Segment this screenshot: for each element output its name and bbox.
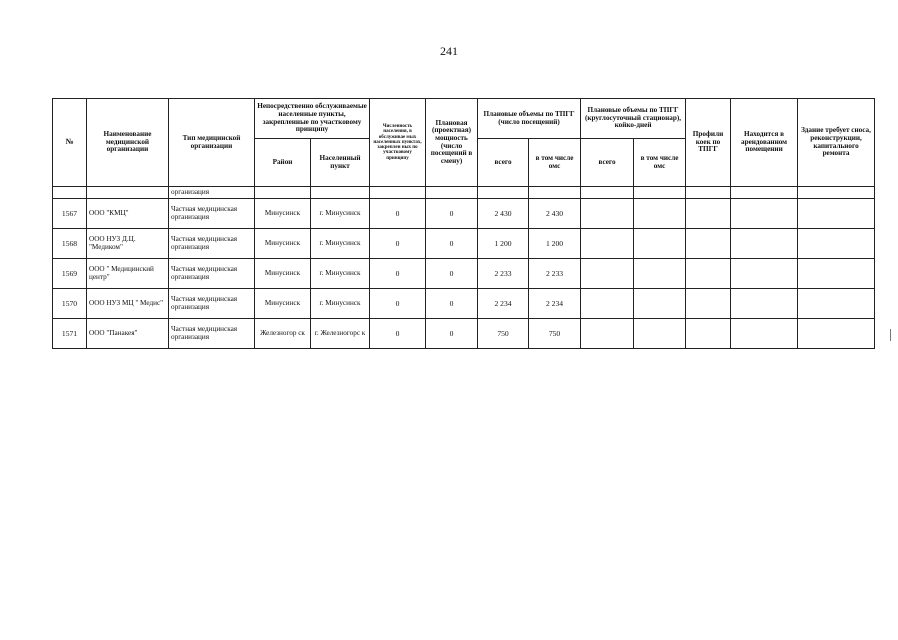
visits-oms-cell: 2 234 — [529, 289, 581, 319]
rented-cell — [731, 199, 798, 229]
beds-total-cell — [581, 229, 634, 259]
table-row — [53, 229, 875, 259]
visits-total-cell: 1 200 — [478, 229, 529, 259]
org-name-cell: ООО НУЗ МЦ " Медис" — [87, 289, 169, 319]
capacity-cell: 0 — [426, 319, 478, 349]
settlement-cell: г. Железногорс к — [311, 319, 370, 349]
page-number: 241 — [440, 44, 458, 58]
header-capacity: Плановая (проектная) мощность (число посещений в смену) — [426, 99, 478, 187]
rented-cell — [731, 319, 798, 349]
bed-profiles-cell — [686, 229, 731, 259]
repair-cell — [798, 289, 875, 319]
table-row — [53, 199, 875, 229]
settlement-cell: г. Минусинск — [311, 289, 370, 319]
bed-profiles-cell — [686, 319, 731, 349]
org-type-cell: Частная медицинская организация — [169, 319, 255, 349]
org-type-cell: Частная медицинская организация — [169, 199, 255, 229]
header-settlement: Населенный пункт — [311, 139, 370, 187]
org-type-cell: Частная медицинская организация — [169, 289, 255, 319]
org-name-cell: ООО "КМЦ" — [87, 199, 169, 229]
header-num: № — [53, 99, 87, 187]
beds-total-cell — [581, 319, 634, 349]
visits-total-cell: 2 234 — [478, 289, 529, 319]
capacity-cell: 0 — [426, 229, 478, 259]
table-row — [53, 259, 875, 289]
rented-cell — [731, 289, 798, 319]
bed-profiles-cell — [686, 199, 731, 229]
population-cell: 0 — [370, 199, 426, 229]
header-bed-profiles: Профили коек по ТПГГ — [686, 99, 731, 187]
header-repair: Здание требует сноса, реконструкции, капитального ремонта — [798, 99, 875, 187]
population-cell: 0 — [370, 229, 426, 259]
population-cell: 0 — [370, 319, 426, 349]
district-cell: Минусинск — [255, 229, 311, 259]
district-cell: Железногор ск — [255, 319, 311, 349]
continuation-row — [53, 187, 875, 199]
org-type-cell: Частная медицинская организация — [169, 259, 255, 289]
visits-oms-cell: 1 200 — [529, 229, 581, 259]
beds-oms-cell — [634, 229, 686, 259]
header-population: Численность населения, в обслуживае мых населенных пунктах, закреплен ных по участковому принципу — [370, 99, 426, 187]
row-number: 1567 — [53, 199, 87, 229]
header-visits-total: всего — [478, 139, 529, 187]
capacity-cell: 0 — [426, 289, 478, 319]
beds-total-cell — [581, 259, 634, 289]
visits-total-cell: 2 430 — [478, 199, 529, 229]
district-cell: Минусинск — [255, 289, 311, 319]
medical-organizations-table — [52, 98, 875, 349]
settlement-cell: г. Минусинск — [311, 229, 370, 259]
bed-profiles-cell — [686, 289, 731, 319]
beds-oms-cell — [634, 259, 686, 289]
header-served-points: Непосредственно обслуживаемые населенные пункты, закрепленные по участковому принципу — [255, 99, 370, 139]
header-beds-oms: в том числе омс — [634, 139, 686, 187]
continuation-text: организация — [169, 187, 255, 199]
repair-cell — [798, 199, 875, 229]
visits-oms-cell: 2 430 — [529, 199, 581, 229]
district-cell: Минусинск — [255, 199, 311, 229]
table-row — [53, 319, 875, 349]
org-type-cell: Частная медицинская организация — [169, 229, 255, 259]
header-planned-visits: Плановые объемы по ТПГГ (число посещений) — [478, 99, 581, 139]
repair-cell — [798, 319, 875, 349]
bed-profiles-cell — [686, 259, 731, 289]
org-name-cell: ООО "Панакея" — [87, 319, 169, 349]
header-row-top — [53, 99, 875, 139]
beds-total-cell — [581, 289, 634, 319]
beds-oms-cell — [634, 199, 686, 229]
visits-total-cell: 750 — [478, 319, 529, 349]
repair-cell — [798, 259, 875, 289]
repair-cell — [798, 229, 875, 259]
header-org-name: Наименование медицинской организации — [87, 99, 169, 187]
rented-cell — [731, 259, 798, 289]
visits-total-cell: 2 233 — [478, 259, 529, 289]
row-number: 1569 — [53, 259, 87, 289]
beds-oms-cell — [634, 289, 686, 319]
header-visits-oms: в том числе омс — [529, 139, 581, 187]
header-planned-beds: Плановые объемы по ТПГГ (круглосуточный стационар), койко-дней — [581, 99, 686, 139]
org-name-cell: ООО " Медицинский центр" — [87, 259, 169, 289]
rented-cell — [731, 229, 798, 259]
header-beds-total: всего — [581, 139, 634, 187]
row-number: 1568 — [53, 229, 87, 259]
table-row — [53, 289, 875, 319]
capacity-cell: 0 — [426, 199, 478, 229]
settlement-cell: г. Минусинск — [311, 199, 370, 229]
visits-oms-cell: 750 — [529, 319, 581, 349]
org-name-cell: ООО НУЗ Д.Ц. "Медиком" — [87, 229, 169, 259]
settlement-cell: г. Минусинск — [311, 259, 370, 289]
header-org-type: Тип медицинской организации — [169, 99, 255, 187]
header-rented: Находится в арендованном помещении — [731, 99, 798, 187]
visits-oms-cell: 2 233 — [529, 259, 581, 289]
row-number: 1571 — [53, 319, 87, 349]
row-number: 1570 — [53, 289, 87, 319]
scan-artifact-mark — [890, 329, 891, 341]
header-district: Район — [255, 139, 311, 187]
district-cell: Минусинск — [255, 259, 311, 289]
population-cell: 0 — [370, 289, 426, 319]
population-cell: 0 — [370, 259, 426, 289]
beds-oms-cell — [634, 319, 686, 349]
beds-total-cell — [581, 199, 634, 229]
capacity-cell: 0 — [426, 259, 478, 289]
